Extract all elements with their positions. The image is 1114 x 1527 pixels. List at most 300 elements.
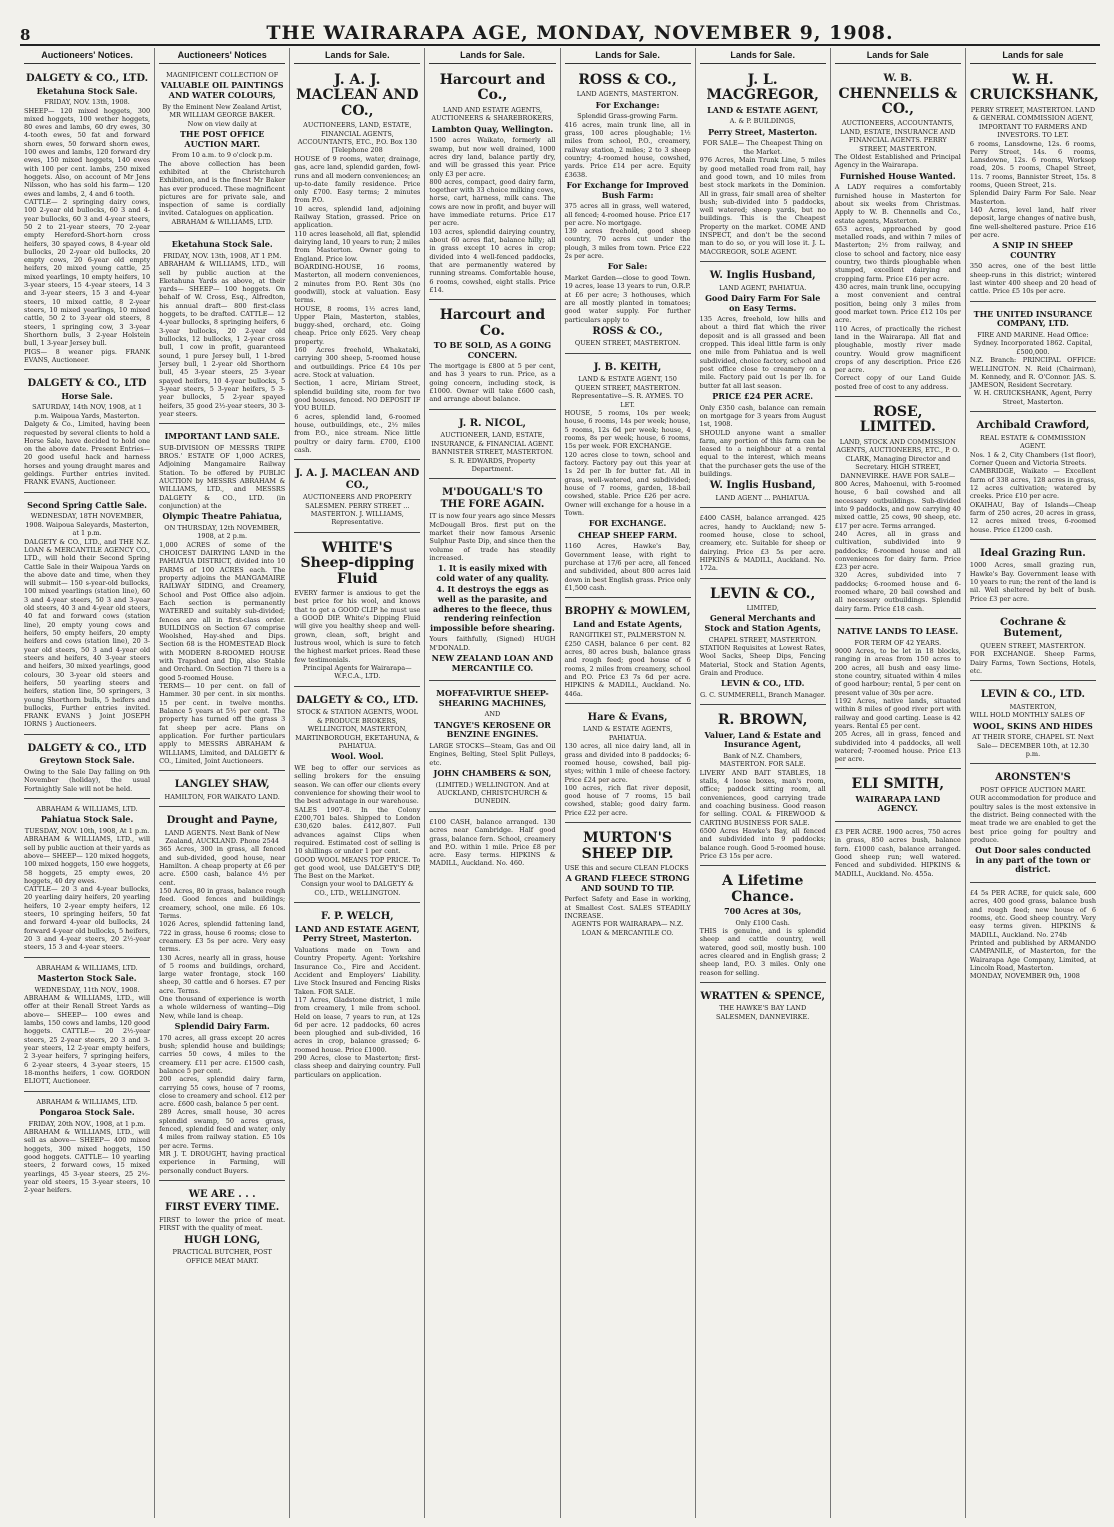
ad-text: ABRAHAM & WILLIAMS, LTD., will sell by public auction at their yards as above— SHEEP— 120 mixed hoggets, 100 mixed hoggets, 150 ewe hoggets, 58 hoggets, 25 empty ewes, 20 hoggets, 40 dry ewes.: [24, 835, 151, 885]
ad-text: OKAIHAU, Bay of Islands—Cheap farm of 250 acres, 20 acres in grass, 12 acres mixed trees, 6-roomed house. Price £1200 cash.: [969, 500, 1096, 534]
ad-caption: A GRAND FLEECE STRONG AND SOUND TO TIP.: [565, 873, 690, 893]
ad-text: A LADY requires a comfortably furnished house in Masterton for about six weeks from Christmas. Apply to W. B. Chennells and Co., estate agents, Masterton.: [834, 183, 961, 225]
ad-text: 375 acres all in grass, well watered, all fenced; 4-roomed house. Price £17 per acre. No mortgage.: [564, 202, 691, 227]
ad-text: ABRAHAM & WILLIAMS, LTD., will offer at their Renall Street Yards as above— SHEEP— 100 ewes and lambs, 150 cows and lambs, 120 good hoggets. CATTLE— 20 2½-year steers, 25 2-year steers, 20 3 and 3-year steers, 12 2-year empty heifers, 2 3-year heifers, 7 springing heifers, 6 2-year steers, 4 3-year steers, 15 18-months heifers, 1 cow. GORDON ELIOTT, Auctioneer.: [24, 994, 151, 1086]
column-header: Lands for Sale.: [700, 48, 826, 64]
column-header: Auctioneers' Notices: [159, 48, 285, 64]
ad-caption: TO BE SOLD, AS A GOING CONCERN.: [433, 339, 552, 360]
advertisement: [700, 869, 826, 983]
advertisement: [970, 612, 1096, 681]
ad-text: 800 Acres, Mahoenui, with 5-roomed house, 6 bail cowshed and all necessary outbuildings. Sub-divided into 9 paddocks, and now carrying 40 mixed cattle, 25 cows, 90 sheep, etc. £17 per acre. Terms arranged.: [834, 480, 961, 530]
ad-centered-text: PERRY STREET, MASTERTON. LAND & GENERAL COMMISSION AGENT, IMPORTANT TO FARMERS AND INVESTORS. TO LET.: [970, 105, 1096, 140]
ad-text: DALGETY & CO., LTD., and THE N.Z. LOAN & MERCANTILE AGENCY CO., LTD., will hold their Second Spring Cattle Sale in their Waipoua Yards on the above date and time, when they will submit— 150 s-year-old bullocks, 100 mixed yearlings (station line), 60 3 and 4-year steers, 50 3 and 3-year old steers, 40 3 and 4-year old steers, 40 fat and forward cows (station line), 20 empty young cows and heifers, 50 empty heifers, 20 empty heifers and cows (station line), 20 3-year old steers, 50 3 and 4-year old steers and heifers, 40 3-year steers and heifers, 30 mixed yearlings, good colours, 30 3-year old steers and heifers, 50 yearling steers and heifers, station line, 50 springers, 3 young Shorthorn bulls, 5 heifers and bullocks, Further entries invited. FRANK EVANS } Joint JOSEPH IORNS } Auctioneers.: [24, 537, 151, 729]
ad-caption: 700 Acres at 30s,: [724, 905, 802, 916]
ad-text: 976 Acres, Main Trunk Line, 5 miles by good metalled road from rail, hay and good town, and 10 miles from best stock markets in the Dominion. All in grass, fair small area of shelter bush; sub-divided into 5 paddocks, well watered; sheep yards, but no buildings. This is the Cheapest Property on the market. COME AND INSPECT, and don't be the second man to do so, or you will lose it. J. L. MACGREGOR, SOLE AGENT.: [699, 156, 826, 256]
advertisement: [24, 496, 150, 735]
ad-caption: IMPORTANT LAND SALE.: [164, 431, 280, 442]
advertisement: [970, 415, 1096, 540]
advertisement: [294, 690, 420, 904]
advertisement: [159, 427, 285, 771]
ad-subheading: LEVIN & CO., LTD.: [980, 689, 1086, 701]
ad-centered-text: W. H. CRUICKSHANK, Agent, Perry Street, Masterton.: [973, 389, 1093, 406]
column-3: [290, 48, 425, 1518]
ad-centered-text: Consign your wool to DALGETY & CO., LTD., WELLINGTON.: [301, 880, 414, 897]
ad-caption: Lambton Quay, Wellington.: [431, 123, 554, 134]
advertisement: [970, 684, 1096, 764]
column-header: Lands for Sale.: [294, 48, 420, 64]
advertisement: [970, 767, 1096, 883]
advertisement: [700, 986, 826, 1026]
ad-text: 200 acres, splendid dairy farm, carrying 55 cows, house of 7 rooms, close to creamery and school. £12 per acre. £600 cash, balance 5 per cent.: [159, 1075, 286, 1109]
ad-heading: MURTON'S SHEEP DIP.: [581, 830, 674, 862]
advertisement: [294, 536, 420, 687]
ad-text: TERMS— 10 per cent. on fall of Hammer. 30 per cent. in six months. 15 per cent. in twelve months. Balance 5 years at 5½ per cent. The property has turned off the grass 3 fat sheep per acre. Plans on application. For further particulars apply to MESSRS ABRAHAM & WILLIAMS, Limited, and DALGETY & CO., Limited, Joint Auctioneers.: [159, 682, 286, 765]
ad-text: Dalgety & Co., Limited, having been requested by several clients to hold a Horse Sale, have decided to hold one on the above date. Present Entries— 20 good useful hack and harness horses and young draught mares and geldings. Further entries invited. FRANK EVANS, Auctioneer.: [24, 420, 151, 487]
ad-caption: WAIRARAPA LAND AGENCY.: [855, 793, 941, 814]
ad-subheading: DALGETY & CO., LTD: [27, 742, 147, 754]
ad-centered-text: POST OFFICE AUCTION MART.: [979, 785, 1086, 794]
ad-text: Valuations made on Town and Country Property. Agent: Yorkshire Insurance Co., Fire and Accident. Accident and Employers' Liability. Live Stock Insured and Fencing Risks Taken. FOR SALE.: [294, 946, 421, 996]
ad-heading: A Lifetime Chance.: [722, 873, 804, 905]
ad-text: OUR accommodation for produce and poultry sales is the most extensive in the district. Being connected with the meat trade we are enabled to get the best price going for poultry and produce.: [969, 794, 1096, 844]
advertisement: [24, 738, 150, 799]
advertisement: [565, 707, 691, 823]
ad-caption: 4. It destroys the eggs as well as the parasite, and adheres to the fleece, thus rendering reinfection impossible before shearing.: [430, 584, 555, 633]
ad-heading: ELI SMITH,: [851, 776, 945, 793]
ad-text: 120 acres close to town, school and factory. Factory pay out this year at 1s 2d per lb for butter fat. All in grass, well-watered, and subdivided; house of 7 rooms, garden, 18-bail cowshed, stable. Price £26 per acre. Owner will exchange for a house in a Town.: [564, 450, 691, 517]
ad-text: Owing to the Sale Day falling on 9th November (holiday), the usual Fortnightly Sale will not be held.: [24, 767, 151, 793]
ad-heading: J. A. J. MACLEAN AND CO.,: [296, 72, 419, 119]
ad-text: 1160 Acres, Hawke's Bay, Government lease, with right to purchase at 17/6 per acre, all fenced and subdivided, about 800 acres laid down in best English grass. Price only £1,500 cash.: [564, 542, 691, 592]
ad-text: 150 Acres, 80 in grass, balance rough feed. Good fences and buildings; creamery, school, one mile. £6 10s. Terms.: [159, 887, 286, 920]
advertisement: [429, 413, 555, 480]
ad-text: Printed and published by ARMANDO CAMPANILE, of Masterton, for the Wairarapa Age Company, Limited, at Lincoln Road, Masterton.: [969, 938, 1096, 972]
ad-caption: CHEAP SHEEP FARM.: [578, 529, 678, 540]
ad-caption: Furnished House Wanted.: [839, 170, 956, 181]
advertisement: [835, 400, 961, 619]
ad-centered-text: ABRAHAM & WILLIAMS, LTD.: [36, 1097, 138, 1106]
page-number: 8: [20, 26, 31, 44]
ad-text: CATTLE— 20 3 and 4-year bullocks, 20 yearling dairy heifers, 20 yearling heifers, 10 2-year empty heifers, 12 steers, 10 springing heifers, 50 fat and forward 4-year old bullocks, 24 forward 4-year old bullocks, 5 heifers, 20 3 and 4-year steers, 20 2½-year steers, 15 3 and 4-year steers.: [24, 885, 151, 952]
ad-caption: Masterton Stock Sale.: [37, 973, 137, 984]
advertisement: [159, 235, 285, 424]
ad-subheading: FIRST EVERY TIME.: [165, 1202, 280, 1214]
ad-centered-text: ABRAHAM & WILLIAMS, LTD.: [36, 804, 138, 813]
ad-text: 10 acres, splendid land, adjoining Railway Station, grassed. Price on application.: [294, 204, 421, 230]
ad-text: THIS is genuine, and is splendid sheep and cattle country, well watered, good soil, mostly bush. 100 acres cleared and in English grass; 2 sheep land, P.O. 3 miles. Only one reason for selling.: [699, 926, 826, 977]
ad-centered-text: MASTERTON,: [1009, 702, 1057, 711]
ad-text: IT is now four years ago since Messrs McDougall Bros. first put on the market their now famous Arsenic Sulphur Paste Dip, and since then the volume of trade has steadily increased.: [429, 512, 556, 562]
ad-caption: LAND AND ESTATE AGENT, Perry Street, Masterton.: [295, 923, 420, 944]
ad-text: 6 acres, splendid land, 6-roomed house, outbuildings, etc., 2½ miles from P.O., nice stream. Nice little poultry or dairy farm. £700, £100 cash.: [294, 412, 421, 454]
ad-caption: Out Door sales conducted in any part of the town or district.: [975, 845, 1091, 875]
ad-subheading: J. A. J. MACLEAN AND CO.,: [295, 468, 420, 491]
ad-text: 290 Acres, close to Masterton; first-class sheep and dairying country. Full particulars on application.: [294, 1054, 421, 1079]
ad-text: £100 CASH, balance arranged. 130 acres near Cambridge. Half good grass, balance fern. School, creamery and P.O. within 1 mile. Price £8 per acre. Easy terms. HIPKINS & MADILL, Auckland. No. 460.: [429, 817, 556, 868]
ad-subheading: Cochrane & Butement,: [999, 616, 1066, 640]
ad-subheading: DALGETY & CO., LTD.: [296, 694, 419, 706]
ad-heading: LEVIN & CO.,: [709, 585, 816, 602]
advertisement: [835, 772, 961, 822]
ad-caption: For Exchange for Improved Bush Farm:: [566, 180, 689, 200]
ad-centered-text: FRIDAY, NOV. 13th, 1908, AT 1 P.M.: [162, 251, 282, 260]
ad-caption: VALUABLE OIL PAINTINGS AND WATER COLOURS,: [160, 80, 284, 101]
ad-caption: Pongaroa Stock Sale.: [39, 1107, 135, 1117]
ad-text: FOR EXCHANGE. Sheep Farms, Dairy Farms, Town Sections, Hotels, etc.: [969, 650, 1096, 675]
advertisement: [970, 886, 1096, 985]
ad-centered-text: FRIDAY, NOV. 13th, 1908.: [44, 98, 130, 107]
ad-subheading: ROSS & CO.,: [592, 325, 663, 337]
ad-centered-text: G. C. SUMMERELL, Branch Manager.: [700, 690, 826, 699]
advertisement: [700, 68, 826, 262]
advertisement: [429, 684, 555, 812]
ad-text: 350 acres, one of the best little sheep-runs in this district; wintered last winter 400 sheep and 20 head of cattle. Price £5 10s per acre.: [969, 262, 1096, 296]
ad-text: 140 Acres, level land, half river deposit, large changes of native bush, fine well-sheltered pasture. Price £16 per acre.: [969, 206, 1096, 239]
ad-text: HOUSE of 9 rooms, water, drainage, gas, acre land, splendid garden, fowl-runs and all modern conveniences; an up-to-date family residence. Price only £700. Easy terms; 2 minutes from P.O.: [294, 154, 421, 205]
column-header: Lands for Sale.: [429, 48, 555, 64]
ad-text: MR J. T. DROUGHT, having practical experience in Farming, will personally conduct Buyers.: [159, 1150, 286, 1175]
ad-subheading: M'DOUGALL'S TO THE FORE AGAIN.: [440, 487, 545, 510]
ad-text: 139 acres freehold, good sheep country, 70 acres cut under the plough, 3 miles from town. Price £22 2s per acre.: [564, 227, 691, 261]
advertisement: [294, 906, 420, 1084]
ad-text: Splendid Dairy Farm For Sale. Near Masterton.: [969, 189, 1096, 206]
ad-centered-text: LAND AGENT, PAHIATUA.: [719, 283, 807, 292]
advertisement: [835, 825, 961, 883]
ad-text: GOOD WOOL MEANS TOP PRICE. To get good wool, use DALGETY'S DIP, The Best on the Market.: [294, 855, 421, 881]
advertisement: [429, 68, 555, 300]
columns-area: [20, 48, 1100, 1518]
ad-text: CATTLE— 2 springing dairy cows, 100 2-year old bullocks, 60 3 and 4-year bullocks, 60 3 and 4-year steers, 50 2 to 21-year steers, 70 2-year empty Hereford-Short-horn cross heifers, 30 spayed cows, 8 4-year old bullocks, 20 2-year old bullocks, 20 empty cows, 20 6-year old empty heifers, 20 mixed young cattle, 25 mixed yearlings, 10 empty heifers, 10 3-year steers, 15 4-year steers, 14 3 and 3-year steers, 15 3 and 4-year steers, 10 mixed cattle, 8 2-year steers, 10 mixed yearlings, 10 mixed cattle, 50 2 to 3-year old steers, 8 steers, 1 springing cow, 3 3-year Shorthorn bulls, 3 2-year Holstein bull, 1 3-year Jersey bull.: [24, 197, 151, 348]
ad-text: Correct copy of our Land Guide posted free of cost to any address.: [834, 374, 961, 391]
ad-subheading: DALGETY & CO., LTD.: [25, 73, 149, 84]
ad-caption: MOFFAT-VIRTUE SHEEP-SHEARING MACHINES,: [436, 688, 549, 708]
ad-centered-text: TUESDAY, NOV. 10th, 1908, At 1 p.m.: [24, 826, 150, 835]
ad-text: 135 Acres, freehold, low hills and about a third flat which the river deposit and is all grassed and been cropped. This ideal little farm is only one mile from Pahiatua and is well subdivided, choice factory, school and post office close to creamery on a mile. Factory paid out 1s per lb. for butter fat all last season.: [699, 315, 826, 390]
ad-text: 1,000 ACRES of some of the CHOICEST DAIRYING LAND in the PAHIATUA DISTRICT, divided into 10 FARMS of 100 ACRES each. The property adjoins the MANGAMAIRE RAILWAY SIDING, and Creamery, School and Post Office also adjoin. Each section is permanently WATERED and suitably sub-divided; fences are all in first-class order. BUILDINGS on Section 67 comprise Woolshed, Hay-shed and Dips. Section 68 is the HOMESTEAD Block with MODERN 8-ROOMED HOUSE with Trapshed and Dip, also Stable and Orchard. On Section 71 there is a good 5-roomed House.: [159, 540, 286, 682]
ad-centered-text: MAGNIFICENT COLLECTION OF: [166, 71, 279, 79]
ad-text: LARGE STOCKS—Steam, Gas and Oil Engines, Belting, Steel Split Pulleys, etc.: [429, 742, 556, 767]
ad-centered-text: CHAPEL STREET, MASTERTON.: [708, 635, 817, 644]
ad-caption: A SNIP IN SHEEP COUNTRY: [992, 240, 1073, 260]
ad-text: The mortgage is £800 at 5 per cent, and has 3 years to run. Price, as a going concern, including stock, is £1000. Owner will take £600 cash, and arrange about balance.: [429, 362, 556, 404]
ad-text: £4 5s PER ACRE, for quick sale, 600 acres, 400 good grass, balance bush and rough feed; new house of 6 rooms, etc. Good sheep country. Very easy terms given. HIPKINS & MADILL, Auckland. No. 274b: [969, 889, 1096, 939]
advertisement: [24, 1095, 150, 1200]
ad-centered-text: By the Eminent New Zealand Artist, MR WILLIAM GEORGE BAKER.: [162, 102, 282, 120]
advertisement: [159, 810, 285, 1181]
ad-caption: Perry Street, Masterton.: [708, 126, 818, 137]
ad-centered-text: AT THEIR STORE, CHAPEL ST. Next Sale— DECEMBER 10th, at 12.30 p.m.: [972, 733, 1094, 758]
ad-text: BOARDING-HOUSE, 16 rooms, Masterton, all modern conveniences, 2 minutes from P.O. Rent 30s (no goodwill), stock at valuation. Easy terms.: [294, 262, 421, 305]
ad-caption: JOHN CHAMBERS & SON,: [433, 768, 552, 778]
ad-text: 430 acres, main trunk line, occupying a most convenient and central position, being only 3 miles from good market town. Price £12 10s per acre.: [834, 283, 961, 325]
ad-text: EVERY farmer is anxious to get the best price for his wool, and knows that to get a GOOD CLIP he must use a GOOD DIP. White's Dipping Fluid will give you healthy sheep and well-grown, clean, soft, bright and lustrous wool, which is sure to fetch the highest market prices. Read these few testimonials.: [294, 589, 421, 664]
ad-text: 110 acres leasehold, all flat, splendid dairying land, 10 years to run; 2 miles from Masterton. Owner going to England. Price low.: [294, 229, 421, 263]
ad-text: 130 Acres, nearly all in grass, house of 5 rooms and buildings, orchard, large water frontage, stock 160 sheep, 30 cattle and 6 horses. £7 per acre. Terms.: [159, 953, 286, 995]
ad-centered-text: A. & P. BUILDINGS,: [729, 117, 796, 126]
ad-text: HOUSE, 8 rooms, 1½ acres land, Upper Plain, Masterton, stables, buggy-shed, orchard, etc. Going cheap. Price only £625. Very cheap property.: [294, 304, 421, 346]
advertisement: [700, 511, 826, 578]
ad-caption: NATIVE LANDS TO LEASE.: [837, 626, 959, 637]
ad-centered-text: AUCTIONEER, LAND, ESTATE, INSURANCE, & FINANCIAL AGENT. BANNISTER STREET, MASTERTON. S. R. EDWARDS, Property Department.: [431, 431, 554, 473]
column-2: [155, 48, 290, 1518]
ad-subheading: BROPHY & MOWLEM,: [564, 606, 691, 618]
ad-text: 240 Acres, all in grass and cultivation, subdivided into 9 paddocks; 6-roomed house and all conveniences for dairy farm. Price £23 per acre.: [834, 529, 961, 572]
ad-text: SUB-DIVISION OF MESSRS TRIPE BROS.' ESTATE OF 1,000 ACRES, Adjoining Mangamaire Railway Station. To be offered by PUBLIC AUCTION by MESSRS ABRAHAM & WILLIAMS, LTD., and MESSRS DALGETY & CO., LTD. (in conjunction) at the: [159, 443, 286, 510]
ad-caption: Wool. Wool.: [331, 751, 384, 762]
column-header: Lands for Sale: [835, 48, 961, 64]
ad-text: 110 Acres, of practically the richest land in the Wairarapa. All flat and ploughable, mostly river made country. Would grow magnificent crops of any description. Price £26 per acre.: [834, 324, 961, 375]
ad-caption: FOR EXCHANGE.: [588, 518, 667, 529]
ad-caption: Eketahuna Stock Sale.: [36, 85, 138, 96]
ad-text: 365 Acres, 300 in grass, all fenced and sub-divided, good house, near Hamilton. A cheap property at £6 per acre. £500 cash, balance 4½ per cent.: [159, 845, 286, 887]
ad-caption: PRICE £24 PER ACRE.: [712, 390, 814, 401]
advertisement: [700, 265, 826, 508]
advertisement: [159, 68, 285, 232]
ad-caption: LEVIN & CO., LTD.: [721, 678, 805, 689]
ad-heading: WHITE'S Sheep-dipping Fluid: [300, 539, 415, 587]
ad-subheading: J. R. NICOL,: [458, 417, 527, 429]
column-header: Lands for sale: [970, 48, 1096, 64]
ad-caption: Olympic Theatre Pahiatua,: [162, 511, 283, 522]
ad-text: MONDAY, NOVEMBER 9th, 1908: [969, 972, 1080, 981]
ad-text: 100 acres, rich flat river deposit, good house of 7 rooms, 15 bail cowshed, stable; good dairy farm. Price £22 per acre.: [564, 783, 691, 817]
ad-subheading: Ideal Grazing Run.: [980, 547, 1086, 559]
ad-centered-text: QUEEN STREET, MASTERTON.: [574, 339, 681, 348]
advertisement: [24, 373, 150, 492]
advertisement: [565, 601, 691, 704]
ad-text: HOUSE, 5 rooms, 10s per week; house, 6 rooms, 14s per week; house, 5 rooms, 12s 6d per week; house, 4 rooms, 8s per week; house, 6 rooms, 15s per week. FOR EXCHANGE.: [564, 409, 691, 451]
ad-centered-text: LAND AGENTS, MASTERTON.: [576, 90, 679, 99]
advertisement: [835, 622, 961, 769]
ad-subheading: HUGH LONG,: [184, 1234, 261, 1246]
ad-heading: ROSE, LIMITED.: [859, 404, 936, 436]
ad-text: WILL HOLD MONTHLY SALES OF: [969, 711, 1085, 720]
ad-centered-text: Bank of N.Z. Chambers, MASTERTON. FOR SALE.: [719, 751, 806, 769]
ad-subheading: W. Inglis Husband,: [709, 480, 816, 492]
ad-text: N.Z. Branch: PRINCIPAL OFFICE: WELLINGTON. N. Reid (Chairman), M. Kennedy, and R. O'Connor. JAS. S. JAMESON, Resident Secretary.: [969, 356, 1096, 390]
ad-centered-text: Now on view daily at: [187, 119, 257, 128]
ad-caption: Eketahuna Stock Sale.: [171, 239, 273, 250]
ad-caption: NEW ZEALAND LOAN AND MERCANTILE CO.: [431, 653, 554, 673]
ad-text: PIGS— 8 weaner pigs. FRANK EVANS, Auctioneer.: [24, 347, 151, 364]
ad-text: The above collection has been exhibited at the Christchurch Exhibition, and is the finest Mr Baker has ever produced. These magnificent pictures are for private sale, and inspection of same is cordially invited. Catalogues on application.: [159, 159, 286, 218]
ad-caption: Greytown Stock Sale.: [39, 755, 135, 766]
advertisement: [294, 463, 420, 533]
column-6: [696, 48, 831, 1518]
ad-subheading: W. Inglis Husband,: [709, 270, 816, 282]
ad-caption: Splendid Dairy Farm.: [174, 1021, 270, 1032]
ad-subheading: ARONSTEN'S: [995, 772, 1071, 784]
masthead: [20, 16, 1100, 46]
ad-caption: LAND & ESTATE AGENT,: [707, 104, 819, 115]
ad-caption: THE UNITED INSURANCE COMPANY, LTD.: [973, 308, 1093, 329]
ad-centered-text: THE HAWKE'S BAY LAND SALESMEN, DANNEVIRKE.: [716, 1004, 810, 1021]
ad-subheading: WE ARE . . .: [188, 1188, 256, 1200]
ad-centered-text: FIRE AND MARINE. Head Office: Sydney. Incorporated 1862. Capital, £500,000.: [973, 330, 1093, 356]
ad-text: 800 acres, compact, good dairy farm, together with 33 choice milking cows, horse, cart, harness, milk cans. The cows are now in profit, and buyer will have immediate returns. Price £17 per acre.: [429, 177, 556, 228]
ad-heading: CHENNELLS & CO.,: [838, 85, 958, 117]
column-5: [561, 48, 696, 1518]
ad-centered-text: ON THURSDAY, 12th NOVEMBER, 1908, at 2 p.m.: [164, 523, 281, 541]
ad-centered-text: Splendid Grass-growing Farm.: [577, 112, 678, 121]
ad-centered-text: LAND AGENTS. Next Bank of New Zealand, AUCKLAND. Phone 2544: [164, 828, 280, 846]
ad-centered-text: LAND & ESTATE AGENT, 150 QUEEN STREET, MASTERTON. Representative—S. R. AYMES. TO LET.: [571, 375, 684, 409]
ad-text: The Oldest Established and Principal Agency in the Wairarapa.: [834, 153, 961, 170]
ad-text: LIVERY AND BAIT STABLES, 18 stalls, 4 loose boxes, man's room, office; paddock sitting room, all conveniences, good carrying trade and coaching business. Good reason for selling. COAL & FIREWOOD & CARTING BUSINESS FOR SALE.: [699, 768, 826, 827]
ad-centered-text: From 10 a.m. to 9 o'clock p.m.: [171, 151, 273, 160]
ad-text: 6 rooms, Lansdowne, 12s. 6 rooms, Perry Street, 14s. 6 rooms, Lansdowne, 12s. 6 rooms, Worksop road, 20s. 5 rooms, Chapel Street, 11s. 7 rooms, Bannister Street, 15s. 8 rooms, Queen Street, 21s.: [969, 139, 1096, 190]
ad-centered-text: WEDNESDAY, 18TH NOVEMBER, 1908. Waipoua Saleyards, Masterton, at 1 p.m.: [25, 512, 149, 538]
ad-text: USE this and secure CLEAN FLOCKS: [564, 863, 689, 872]
ad-centered-text: RANGITIKEI ST., PALMERSTON N.: [569, 631, 686, 640]
ad-centered-text: AUCTIONEERS, ACCOUNTANTS, LAND, ESTATE, INSURANCE AND FINANCIAL AGENTS. PERRY STREET, MASTERTON.: [840, 119, 956, 153]
ad-centered-text: LAND, STOCK AND COMMISSION AGENTS, AUCTIONEERS, ETC., P. O. CLARK, Managing Director and Secretary. HIGH STREET, DANNEVIRKE. HAVE FOR SALE—: [836, 437, 960, 480]
ad-subheading: Archibald Crawford,: [976, 420, 1090, 432]
advertisement: [24, 68, 150, 370]
ad-centered-text: PRACTICAL BUTCHER, POST OFFICE MEAT MART.: [172, 1248, 272, 1265]
ad-text: Market Garden—close to good Town. 19 acres, lease 13 years to run, O.R.P. at £6 per acre; 3 hothouses, which are all mostly planted in tomatoes; good water supply. For further particulars apply to: [564, 274, 691, 324]
ad-subheading: J. B. KEITH,: [593, 361, 662, 373]
ad-text: WE beg to offer our services as selling brokers for the ensuing season. We can offer our clients every convenience for showing their wool to the best advantage in our warehouse.: [294, 764, 421, 806]
ad-centered-text: Only £100 Cash.: [735, 918, 790, 927]
advertisement: [969, 68, 1099, 302]
column-7: [831, 48, 966, 1518]
ad-text: STATION Requisites at Lowest Rates, Wool Sacks, Sheep Dips, Fencing Material, Stock and Station Agents, Grain and Produce.: [699, 643, 826, 677]
advertisement: [565, 357, 691, 598]
ad-centered-text: REAL ESTATE & COMMISSION AGENT.: [980, 433, 1086, 451]
ad-heading: R. BROWN,: [717, 712, 808, 729]
advertisement: [970, 543, 1096, 609]
ad-text: CAMBRIDGE, Waikato — Excellent farm of 338 acres, 128 acres in grass, 12 acres cultivation; watered by creeks. Price £10 per acre.: [969, 467, 1096, 501]
ad-centered-text: FRIDAY, 20th NOV., 1908, at 1 p.m.: [28, 1119, 146, 1128]
ad-centered-text: FOR SALE— The Cheapest Thing on the Market.: [702, 139, 823, 156]
ad-text: SHEEP— 120 mixed hoggets, 300 mixed hoggets, 100 wether hoggets, 80 ewes and lambs, 60 dry ewes, 30 4-tooth ewes, 50 fat and forward shorn ewes, 50 forward shorn ewes, 100 ewes and lambs, 120 forward dry ewes, 150 mixed hoggets, 140 ewes with 100 per cent. lambs, 250 mixed hoggets. Also, on account of Mr Jens Nilsson, who has sold his farm— 120 ewes and lambs, 2, 4 and 6 tooth.: [24, 106, 151, 198]
ad-text: £3 PER ACRE. 1900 acres, 750 acres in grass, 850 acres bush, balance fern. £1000 cash, balance arranged. Good sheep run; well watered. Fenced and subdivided. HIPKINS & MADILL, Auckland. No. 455a.: [834, 828, 961, 878]
ad-text: 653 acres, approached by good metalled roads, and within 7 miles of Masterton; 2½ from railway, and close to school and factory, nice easy country, two thirds ploughable when stumped, excellent dairying and cropping farm. Price £16 per acre.: [834, 224, 961, 283]
ad-caption: Valuer, Land & Estate and Insurance Agent,: [704, 729, 821, 750]
ad-subheading: DALGETY & CO., LTD: [27, 378, 147, 390]
ad-text: ABRAHAM & WILLIAMS, LTD., will sell as above— SHEEP— 400 mixed hoggets, 300 mixed hoggets, 150 good hoggets. CATTLE— 10 yearling steers, 2 forward cows, 15 mixed yearlings, 45 3-year steers, 25 2½-year old steers, 15 3-year steers, 10 2-year heifers.: [24, 1128, 151, 1195]
advertisement: [429, 303, 555, 410]
ad-caption: General Merchants and Stock and Station Agents,: [704, 613, 821, 633]
ad-text: SHOULD anyone want a smaller farm, any portion of this farm can be leased to a neighbour at a rental equal to the interest, which means that the purchaser gets the use of the buildings.: [699, 428, 826, 479]
ad-caption: For Sale:: [607, 261, 648, 272]
ad-centered-text: STOCK & STATION AGENTS, WOOL & PRODUCE BROKERS, WELLINGTON, MASTERTON, MARTINBOROUGH, EKETAHUNA, & PAHIATUA.: [295, 708, 420, 751]
ad-heading: J. L. MACGREGOR,: [706, 72, 819, 104]
ad-caption: Land and Estate Agents,: [573, 618, 683, 629]
ad-subheading: F. P. WELCH,: [320, 911, 394, 923]
ad-centered-text: ABRAHAM & WILLIAMS, LTD.: [171, 217, 273, 226]
ad-text: Section, 1 acre, Miriam Street, splendid building site, room for two good houses, fenced. NO DEPOSIT IF YOU BUILD.: [294, 379, 421, 413]
ad-text: 1500 acres Waikato, formerly all swamp, but now well drained, 1000 acres dry land, balance partly dry, and will be grassed this year. Price only £3 per acre.: [429, 136, 556, 178]
column-4: [425, 48, 560, 1518]
ad-centered-text: AUCTIONEERS, LAND, ESTATE, FINANCIAL AGENTS, ACCOUNTANTS, ETC., P.O. Box 130 [Telephone 208: [297, 121, 417, 155]
advertisement: [159, 1184, 285, 1270]
ad-text: 205 Acres, all in grass, fenced and subdivided into 4 paddocks, all well watered; 7-roomed house. Price £13 per acre.: [834, 730, 961, 764]
ad-text: 289 Acres, small house, 30 acres splendid swamp, 50 acres grass, fenced, splendid feed and water, only 4 miles from railway station. £5 10s per acre. Terms.: [159, 1108, 286, 1150]
ad-centered-text: (LIMITED.) WELLINGTON. And at AUCKLAND, CHRISTCHURCH & DUNEDIN.: [435, 780, 550, 806]
ad-subheading: W. B.: [883, 73, 913, 84]
ad-centered-text: AND: [484, 710, 501, 719]
advertisement: [835, 68, 961, 397]
ad-text: Yours faithfully, (Signed) HUGH M'DONALD.: [429, 635, 556, 652]
ad-text: ABRAHAM & WILLIAMS, LTD., will sell by public auction at the Eketahuna Yards as above, at their yards— SHEEP— 100 hoggets. On behalf of W. Cross, Esq., Alfredton, his annual draft— 800 first-class hoggets, to be drafted. CATTLE— 12 4-year bullocks, 8 springing heifers, 6 3-year bullocks, 20 2-year old bullocks, 12 bullocks, 1 2-year cross bull, 1 cow in profit, guaranteed sound, 1 pure Jersey bull, 1 1-bred Jersey bull, 1 2-year old Shorthorn bull, 45 3-year steers, 25 3-year spayed heifers, 10 4-year bullocks, 5 3-year steers, 5 3-year heifers, 5 3-year bullocks, 5 2-year spayed heifers, 35 good 2½-year steers, 30 3-year steers.: [159, 260, 286, 418]
ad-text: 320 Acres, subdivided into 7 paddocks; 6-roomed house and 6-roomed whare, 20 bail cowshed and all necessary outbuildings. Splendid dairy farm. Price £18 cash.: [834, 571, 961, 613]
ad-centered-text: FOR TERM OF 42 YEARS.: [854, 638, 942, 647]
ad-caption: Pahiatua Stock Sale.: [40, 814, 134, 825]
ad-caption: Horse Sale.: [61, 390, 113, 401]
ad-caption: For Exchange:: [595, 99, 660, 110]
ad-text: FIRST to lower the price of meat. FIRST with the quality of meat.: [159, 1215, 286, 1233]
advertisement: [700, 582, 826, 706]
ad-subheading: LANGLEY SHAW,: [174, 779, 270, 791]
advertisement: [970, 305, 1096, 413]
ad-text: 6500 Acres Hawke's Bay, all fenced and subdivided into 9 paddocks; balance rough. Good 5-roomed house. Price £3 15s per acre.: [699, 826, 826, 860]
column-header: Auctioneers' Notices.: [24, 48, 150, 64]
ad-centered-text: WEDNESDAY, 11th NOV., 1908.: [34, 985, 140, 994]
ad-caption: WOOL, SKINS AND HIDES: [973, 720, 1093, 731]
ad-text: 416 acres, main trunk line, all in grass, 100 acres ploughable; 1½ miles from school, P.O., creamery, railway station, 2 miles; 2 to 3 sheep country; 4-roomed house, cowshed, yards. Price £14 per acre. Equity £3638.: [564, 120, 691, 179]
ad-text: 1026 Acres, splendid fattening land, 722 in grass, house 6 rooms; close to creamery. £3 5s per acre. Very easy terms.: [159, 920, 286, 954]
ad-centered-text: ABRAHAM & WILLIAMS, LTD.: [36, 963, 138, 972]
advertisement: [565, 826, 691, 942]
ad-subheading: WRATTEN & SPENCE,: [700, 990, 825, 1002]
ad-centered-text: QUEEN STREET, MASTERTON.: [980, 641, 1086, 650]
ad-caption: Good Dairy Farm For Sale on Easy Terms.: [705, 292, 821, 313]
ad-centered-text: LAND AGENT ... PAHIATUA.: [715, 493, 810, 502]
ad-centered-text: Principal Agents for Wairarapa— W.F.C.A., LTD.: [303, 663, 412, 681]
ad-text: 1192 Acres, native lands, situated within 8 miles of good river port with railway and good carting. Lease is 42 years. Rental £5 per cent.: [834, 696, 961, 730]
column-1: [20, 48, 155, 1518]
ad-text: 103 acres, splendid dairying country, about 60 acres flat, balance hilly; all in grass except 10 acres in crop; divided into 4 well-fenced paddocks, that are permanently watered by running streams. Comfortable house, 6 rooms, cowshed, eight stalls. Price £14.: [429, 227, 556, 294]
advertisement: [294, 68, 420, 460]
ad-text: SALES 1907-8. In the Colony £200,701 bales. Shipped to London £30,620 bales. £412,807. Full advances against Clips when required. Estimated cost of selling is 10 shillings or under 1 per cent.: [294, 805, 421, 856]
ad-heading: Harcourt and Co.: [439, 307, 546, 339]
ad-centered-text: SATURDAY, 14th NOV, 1908, at 1 p.m. Waipoua Yards, Masterton.: [32, 403, 142, 420]
ad-centered-text: AGENTS FOR WAIRARAPA— N.Z. LOAN & MERCANTILE CO.: [571, 920, 684, 937]
ad-text: 117 Acres, Gladstone district, 1 mile from creamery, 1 mile from school. Held on lease, 7 years to run, at 12s 6d per acre. 12 paddocks, 60 acres been ploughed and sub-divided, 16 acres in crop, balance grassed; 6-roomed house. Price £1000.: [294, 995, 421, 1054]
ad-text: 170 acres, all grass except 20 acres bush; splendid house and buildings; carries 50 cows, 4 miles to the creamery. £11 per acre. £1500 cash, balance 5 per cent.: [159, 1033, 286, 1075]
advertisement: [24, 961, 150, 1092]
ad-text: 130 acres, all nice dairy land, all in grass and divided into 8 paddocks; 6-roomed house, cowshed, bail pig-styes; within 1 mile of cheese factory. Price £24 per acre.: [564, 742, 691, 784]
ad-centered-text: LIMITED,: [746, 603, 779, 612]
ad-text: £400 CASH, balance arranged. 425 acres, handy to Auckland; new 5-roomed house, close to school, creamery, etc. Suitable for sheep or dairying. Price £3 5s per acre. HIPKINS & MADILL, Auckland. No. 172a.: [699, 514, 826, 573]
ad-text: 9000 Acres, to be let in 18 blocks, ranging in areas from 150 acres to 200 acres, all bush and easy lime-stone country, situated within 4 miles of good harbour; rental, 5 per cent on present value of 30s per acre.: [834, 647, 961, 697]
ad-text: £250 CASH, balance 6 per cent. 82 acres, 80 acres bush, balance grass and rough feed; good house of 6 rooms, 2 miles from creamery, school and P.O. Price £3 7s 6d per acre. HIPKINS & MADILL, Auckland. No. 446a.: [564, 639, 691, 698]
ad-heading: ROSS & CO.,: [578, 72, 677, 88]
ad-heading: Harcourt and Co.,: [439, 72, 546, 104]
ad-centered-text: LAND & ESTATE AGENTS, PAHIATUA.: [582, 725, 673, 742]
advertisement: [429, 815, 555, 873]
ad-text: 1000 Acres, small grazing run, Hawke's Bay. Government lease with 10 years to run; the rent of the land is nil. Well sheltered by belt of bush. Price £3 per acre.: [969, 561, 1096, 603]
ad-caption: Second Spring Cattle Sale.: [27, 499, 147, 510]
ad-caption: TANGYE'S KEROSENE OR BENZINE ENGINES.: [433, 719, 551, 740]
advertisement: [565, 68, 691, 354]
ad-centered-text: HAMILTON, FOR WAIKATO LAND.: [164, 792, 280, 801]
advertisement: [24, 802, 150, 958]
advertisement: [700, 708, 826, 866]
ad-caption: 1. It is easily mixed with cold water of any quality.: [436, 563, 549, 583]
advertisement: [159, 774, 285, 807]
ad-centered-text: AUCTIONEERS AND PROPERTY SALESMEN. PERRY STREET ... MASTERTON. J. WILLIAMS, Representative.: [302, 493, 412, 527]
ad-text: 160 Acres freehold, Whakataki, carrying 300 sheep, 5-roomed house and outbuildings. Price £4 10s per acre. Stock at valuation.: [294, 346, 421, 380]
column-8: [966, 48, 1100, 1518]
ad-text: Only £350 cash, balance can remain on mortgage for 3 years from August 1st, 1908.: [699, 403, 826, 429]
ad-caption: THE POST OFFICE AUCTION MART.: [179, 128, 265, 149]
ad-subheading: Drought and Payne,: [166, 815, 278, 827]
newspaper-title: THE WAIRARAPA AGE, MONDAY, NOVEMBER 9, 1908.: [266, 22, 894, 44]
ad-subheading: Hare & Evans,: [587, 711, 668, 723]
